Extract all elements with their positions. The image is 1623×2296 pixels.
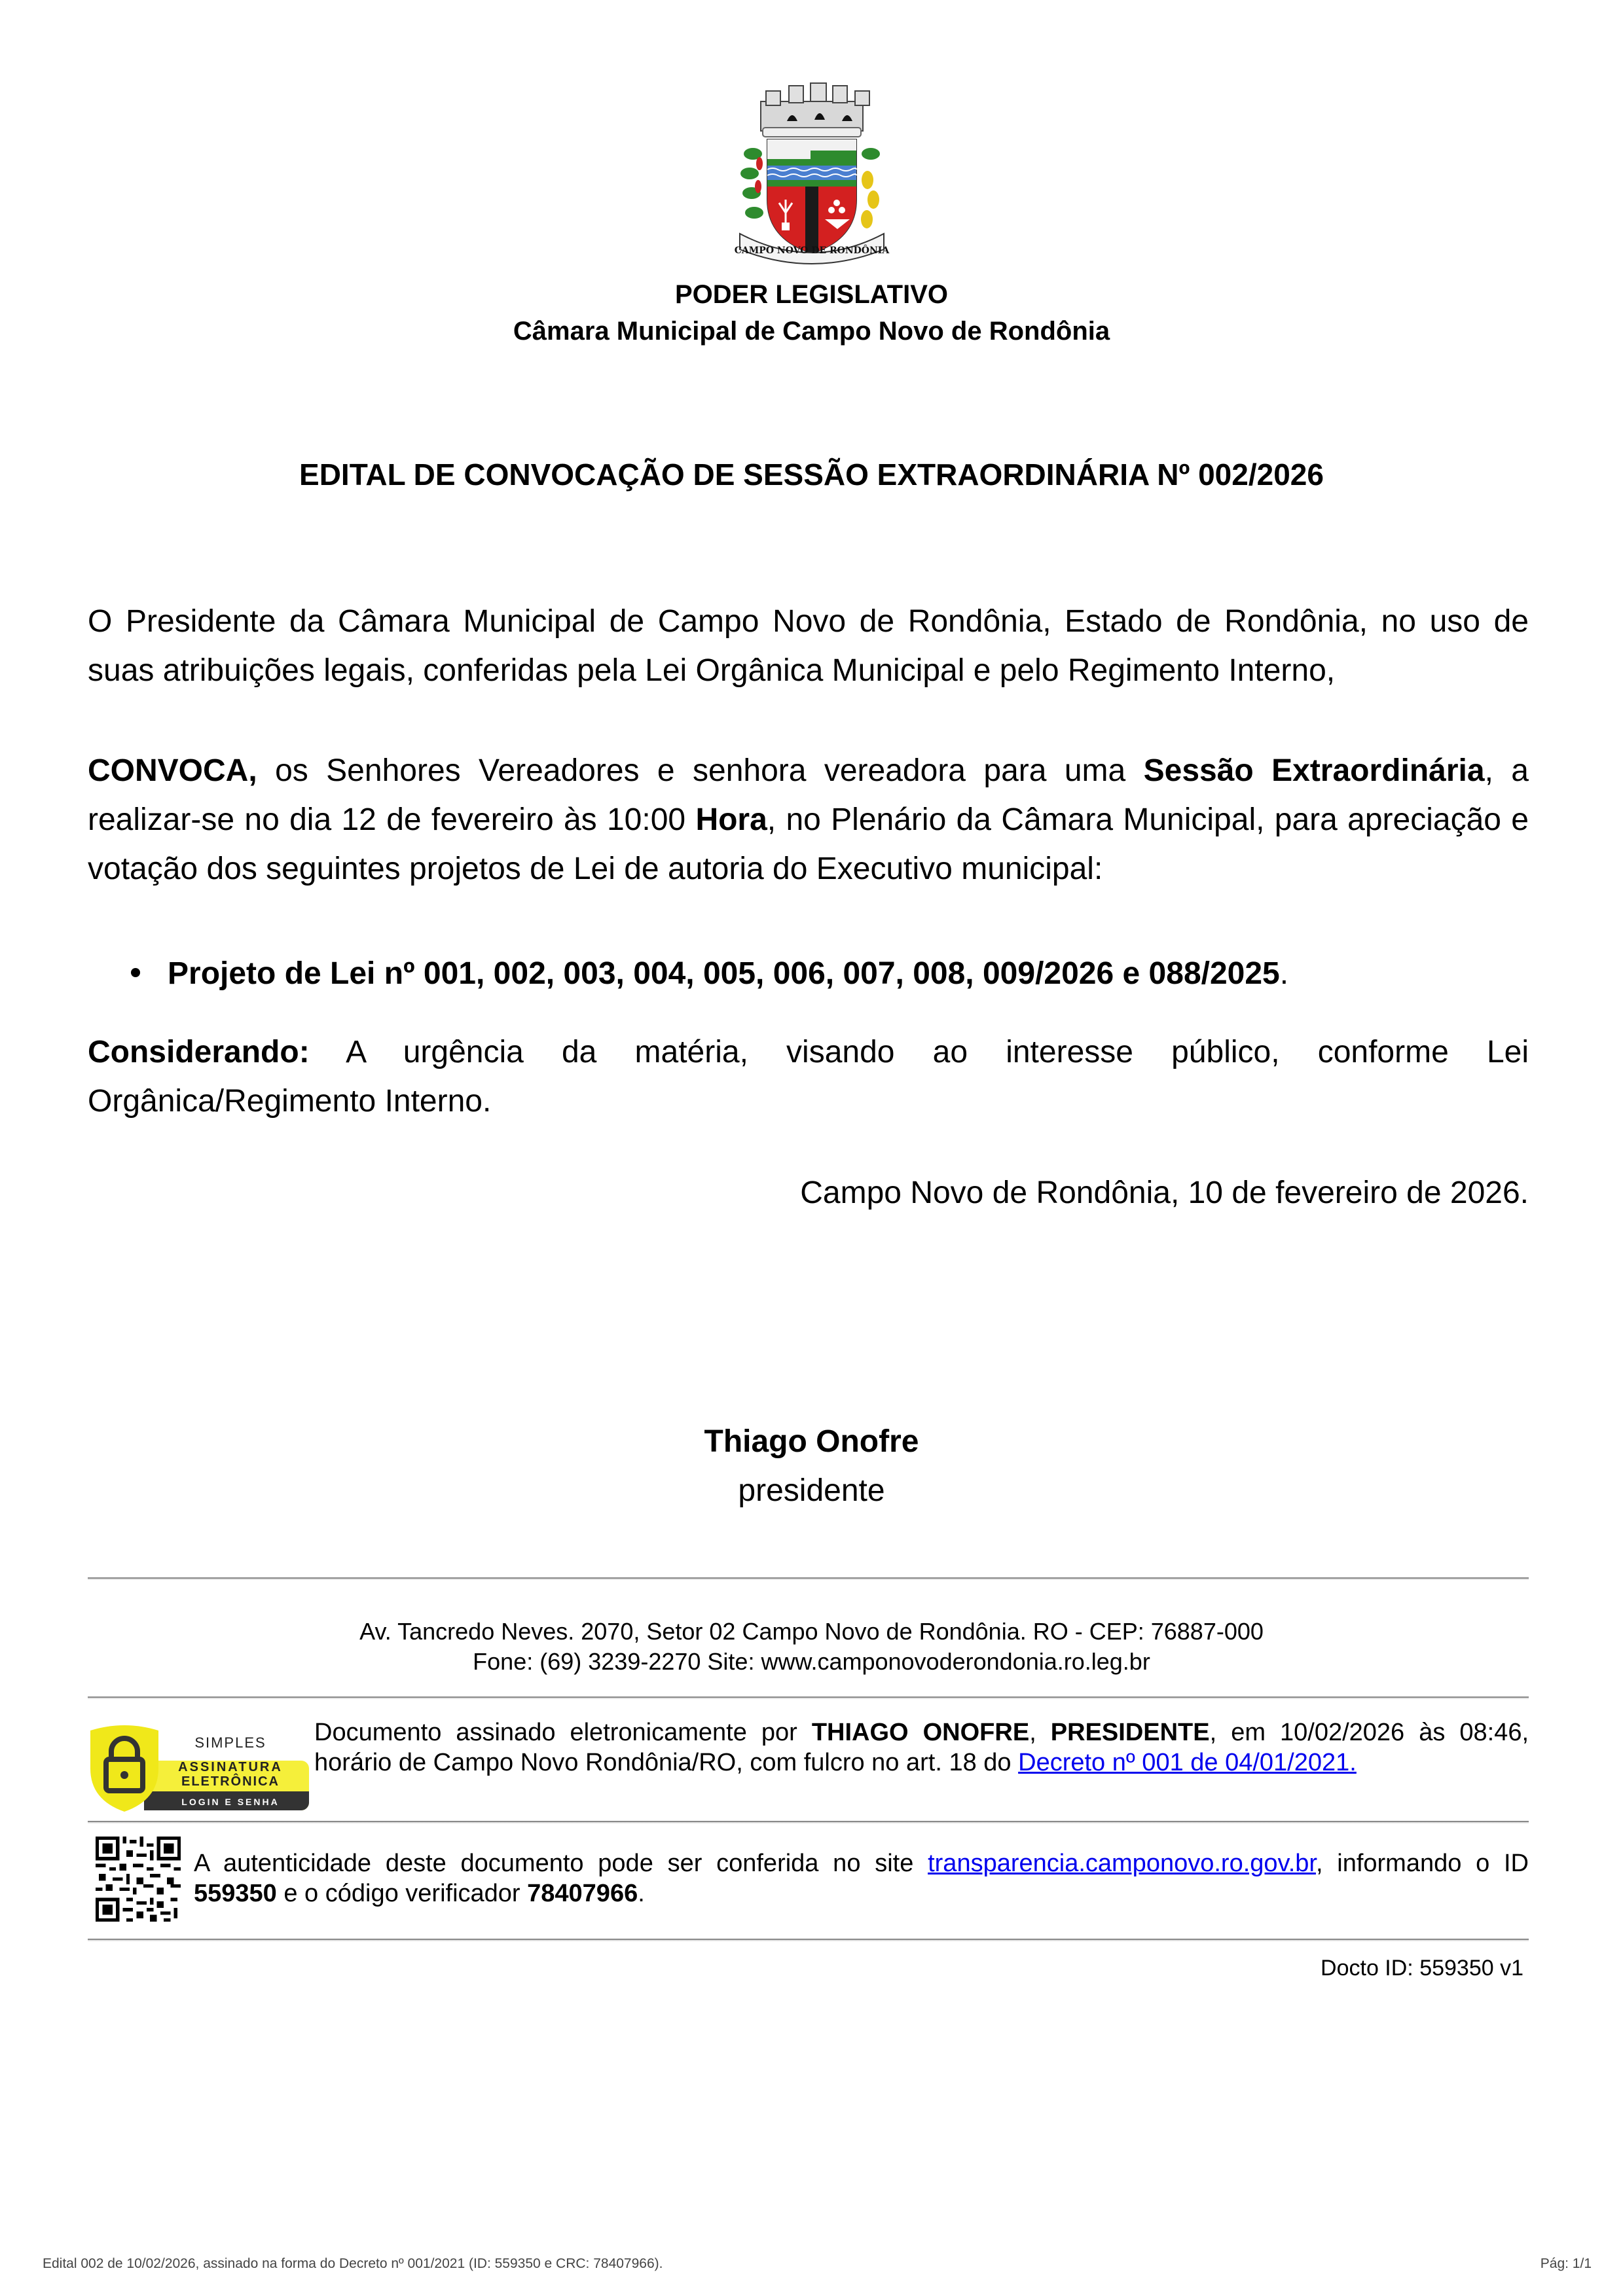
svg-text:SIMPLES: SIMPLES [194,1734,266,1751]
docto-id: Docto ID: 559350 v1 [1321,1956,1523,1981]
sign-sep: , [1029,1719,1051,1746]
coat-of-arms-icon [727,82,897,268]
auth-text-b: , informando o ID [1315,1850,1529,1877]
e-signature-badge [85,1723,311,1813]
convoca-bold: CONVOCA, [88,753,257,788]
hora-bold: Hora [695,802,767,837]
coat-of-arms-logo [727,82,897,268]
header-camara-name: Câmara Municipal de Campo Novo de Rondônia [513,317,1110,346]
contact-line: Fone: (69) 3239-2270 Site: www.camponovoderondonia.ro.leg.br [473,1648,1150,1675]
auth-text-a: A autenticidade deste documento pode ser conferida no site [194,1850,928,1877]
convoca-text-e: , no Plenário da Câmara Municipal, para apreciação e votação dos seguintes projetos de Lei de autoria do Executivo municipal: [88,802,1529,886]
signatory-role: presidente [738,1473,885,1508]
date-line: Campo Novo de Rondônia, 10 de fevereiro de 2026. [800,1175,1529,1210]
paragraph-convoca [88,746,1529,893]
verification-code: 78407966 [527,1880,638,1907]
signatory-name: Thiago Onofre [704,1424,919,1459]
authenticity-statement [194,1848,1529,1909]
divider [88,1696,1529,1699]
sign-text-b: , em 10/02/2026 às 08:46, horário de Campo Novo Rondônia/RO, com fulcro no art. 18 do [314,1719,1529,1776]
convoca-text-c: , a realizar-se no dia 12 de fevereiro às 10:00 [88,753,1529,837]
list-item-projeto-de-lei [131,949,1288,998]
svg-text:LOGIN E SENHA: LOGIN E SENHA [181,1797,280,1807]
session-type-bold: Sessão Extraordinária [1143,753,1485,788]
convoca-text-a: os Senhores Vereadores e senhora vereadora para uma [257,753,1144,788]
bullet-icon [131,968,140,977]
signer-name: THIAGO ONOFRE [811,1719,1030,1746]
qr-code[interactable] [96,1837,181,1922]
considerando-text: A urgência da matéria, visando ao interesse público, conforme Lei Orgânica/Regimento Interno. [88,1035,1529,1119]
considerando-bold: Considerando: [88,1035,310,1069]
page-number: Pág: 1/1 [1540,2256,1592,2271]
signer-role: PRESIDENTE [1050,1719,1210,1746]
sign-text-a: Documento assinado eletronicamente por [314,1719,812,1746]
decree-link[interactable]: Decreto nº 001 de 04/01/2021. [1018,1749,1357,1776]
bullet-suffix: . [1279,956,1289,991]
page-title: EDITAL DE CONVOCAÇÃO DE SESSÃO EXTRAORDINÁRIA Nº 002/2026 [299,457,1324,492]
paragraph-considerando [88,1028,1529,1126]
svg-text:ASSINATURA: ASSINATURA [178,1760,283,1774]
document-id: 559350 [194,1880,277,1907]
paragraph-intro: O Presidente da Câmara Municipal de Campo Novo de Rondônia, Estado de Rondônia, no uso de suas atribuições legais, conferidas pela Lei Orgânica Municipal e pelo Regimento Interno, [88,604,1529,688]
qr-code-icon [96,1837,181,1922]
e-signature-statement [314,1717,1529,1778]
svg-text:CAMPO NOVO DE RONDÔNIA: CAMPO NOVO DE RONDÔNIA [734,245,890,256]
footer-edital-info: Edital 002 de 10/02/2026, assinado na forma do Decreto nº 001/2021 (ID: 559350 e CRC: 78407966). [43,2256,663,2271]
address-line: Av. Tancredo Neves. 2070, Setor 02 Campo Novo de Rondônia. RO - CEP: 76887-000 [359,1618,1264,1645]
transparency-site-link[interactable]: transparencia.camponovo.ro.gov.br [928,1850,1316,1877]
svg-text:ELETRÔNICA: ELETRÔNICA [181,1774,280,1789]
auth-text-d: . [638,1880,645,1907]
divider [88,1821,1529,1823]
divider [88,1939,1529,1941]
divider [88,1577,1529,1580]
bullet-text: Projeto de Lei nº 001, 002, 003, 004, 005, 006, 007, 008, 009/2026 e 088/2025 [168,956,1280,991]
header-poder-legislativo: PODER LEGISLATIVO [674,280,949,309]
auth-text-c: e o código verificador [276,1880,528,1907]
